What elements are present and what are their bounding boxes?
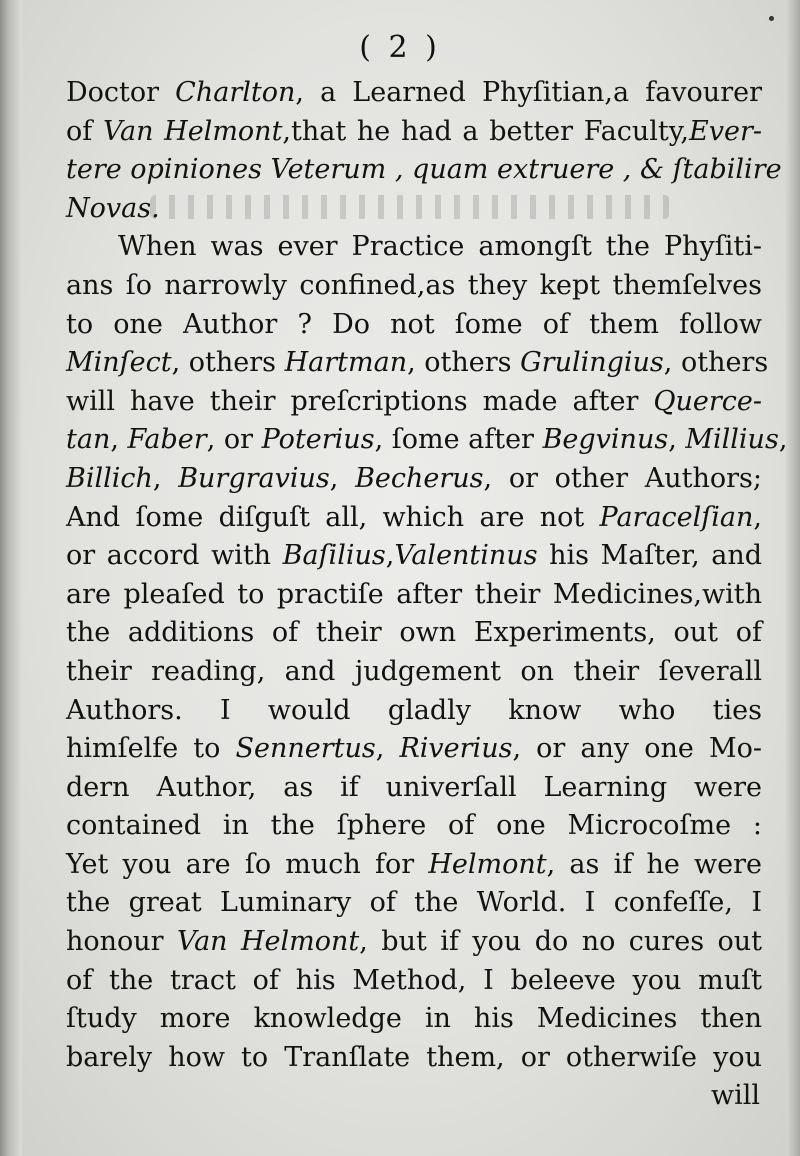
roman-text: Authors. I would gladly know who ties [66,694,762,726]
roman-text: , ſome after [374,424,543,456]
roman-text: ſtudy more knowledge in his Medicines then [66,1003,762,1035]
text-line [66,344,769,383]
roman-text: are pleaſed to practiſe after their Medicines,with [66,578,762,610]
roman-text: , others [407,347,521,379]
roman-text: of [66,115,103,147]
text-line [66,383,762,422]
italic-text: Charlton [175,77,296,108]
italic-text: Riverius [399,733,513,765]
italic-text: Sennertus [235,733,376,765]
italic-text: Valentinus [394,540,538,572]
roman-text: barely how to Tranſlate them, or otherwiſe you [66,1041,762,1073]
italic-text: Querce- [653,385,762,417]
italic-text: Paracelſian [599,501,754,533]
text-line [66,653,762,692]
italic-text: tere opiniones Veterum , quam extruere , & ſtabilire [66,154,782,186]
body-text [66,74,788,1116]
text-line [66,1000,762,1039]
roman-text: or accord with [66,540,283,572]
text-line [66,499,762,538]
text-line [66,228,762,267]
text-line [66,537,762,576]
page-number: ( 2 ) [359,30,441,65]
page-shadow-left [0,0,22,1156]
text-line [66,614,762,653]
roman-text: , [753,501,762,533]
text-line [66,460,762,499]
italic-text: Grulingius [520,347,664,379]
text-line [66,421,788,460]
roman-text: the additions of their own Experiments, out of [66,617,762,649]
italic-text: tan [66,424,111,456]
ink-speck [769,16,774,21]
text-line [66,151,782,190]
text-line [66,962,762,1001]
roman-text: And ſome diſguſt all, which are not [66,501,600,533]
italic-text: Millius [685,424,779,456]
roman-text: ,that he had a better Faculty, [282,115,689,147]
roman-text: , [778,424,788,456]
roman-text: his Maſter, and [537,540,762,572]
italic-text: Novas. [66,192,160,224]
roman-text: the great Luminary of the World. I confeſſe, I [66,887,762,919]
text-line [66,1039,762,1078]
text-line [66,730,762,769]
text-line [66,267,762,306]
roman-text: Doctor [66,77,176,108]
roman-text: , others [171,347,285,379]
italic-text: Baſilius [282,540,386,572]
text-line [66,884,762,923]
italic-text: Begvinus [542,424,669,456]
roman-text: , but if you do no cures out [359,926,762,958]
roman-text: , [668,424,686,456]
roman-text: When was ever Practice amongſt the Phyſiti- [118,231,762,263]
roman-text: , [110,424,128,456]
roman-text: to one Author ? Do not ſome of them follow [66,308,762,340]
roman-text: , or other Authors; [483,462,763,494]
roman-text: of the tract of his Method, I beleeve you muſt [66,964,762,996]
roman-text: their reading, and judgement on their ſeverall [66,655,762,687]
roman-text: , or [206,424,262,456]
text-line [66,113,762,152]
roman-text: , [375,733,400,765]
text-line [66,807,762,846]
italic-text: Faber [127,424,207,456]
catchword [66,1077,762,1116]
roman-text: , or any one Mo- [512,733,762,765]
roman-text: , as if he were [546,848,762,880]
italic-text: Van Helmont [102,115,283,147]
italic-text: Billich [66,462,153,494]
text-line [66,74,762,113]
roman-text: Yet you are ſo much for [66,848,429,880]
italic-text: Ever- [689,115,762,147]
italic-text: Burgravius [178,462,330,494]
italic-text: Becherus [355,462,484,494]
roman-text: will have their preſcriptions made after [66,385,654,417]
roman-text: himſelfe to [66,733,236,765]
roman-text: , a Learned Phyſitian,a favourer [295,77,762,108]
roman-text: dern Author, as if univerſall Learning were [66,771,762,803]
text-line [66,306,762,345]
italic-text: Helmont [428,848,547,880]
italic-text: Van Helmont [177,926,360,958]
roman-text: , [385,540,395,572]
text-line [66,692,762,731]
roman-text: honour [66,926,178,958]
text-line [66,769,762,808]
roman-text: , [152,462,179,494]
text-line [66,923,762,962]
roman-text: will [710,1080,760,1112]
roman-text: , others [663,347,769,379]
page-shadow-right [786,0,800,1156]
text-line [66,190,762,229]
text-line [66,576,762,615]
italic-text: Minſect [66,347,172,379]
text-line [66,846,762,885]
roman-text: , [329,462,356,494]
italic-text: Hartman [284,347,408,379]
roman-text: contained in the ſphere of one Microcoſme : [66,810,762,842]
italic-text: Poterius [261,424,375,456]
roman-text: ans ſo narrowly confined,as they kept themſelves [66,269,762,301]
